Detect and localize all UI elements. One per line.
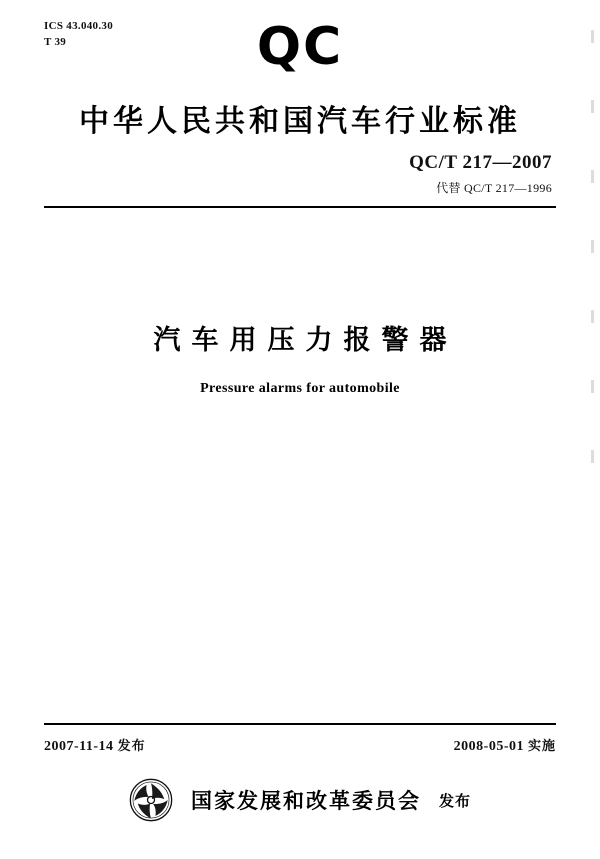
dates-row <box>44 735 556 755</box>
issue-date-group <box>44 735 146 755</box>
divider-bottom <box>44 723 556 725</box>
issuing-body-title: 中华人民共和国汽车行业标准 <box>79 104 521 139</box>
effective-date-group <box>454 735 556 755</box>
classification-code: T 39 <box>44 36 67 48</box>
divider-top <box>44 206 556 208</box>
qc-logo: QC <box>256 17 344 77</box>
issuer-verb: 发布 <box>438 791 471 810</box>
ics-code: ICS 43.040.30 <box>44 20 113 32</box>
issuer-row <box>0 778 600 822</box>
subject-title-en: Pressure alarms for automobile <box>200 381 400 396</box>
scan-edge-marks <box>591 30 594 530</box>
issuer-name: 国家发展和改革委员会 <box>190 789 421 813</box>
standard-replaces: 代替 QC/T 217—1996 <box>436 181 552 195</box>
subject-title-cn: 汽车用压力报警器 <box>153 325 458 356</box>
issue-date-label: 发布 <box>117 739 146 754</box>
standard-number-block <box>409 152 552 196</box>
issue-date: 2007-11-14 <box>44 739 114 754</box>
national-emblem-icon <box>129 778 173 822</box>
standard-number: QC/T 217—2007 <box>409 152 552 173</box>
effective-date-label: 实施 <box>527 739 556 754</box>
effective-date: 2008-05-01 <box>453 739 524 754</box>
